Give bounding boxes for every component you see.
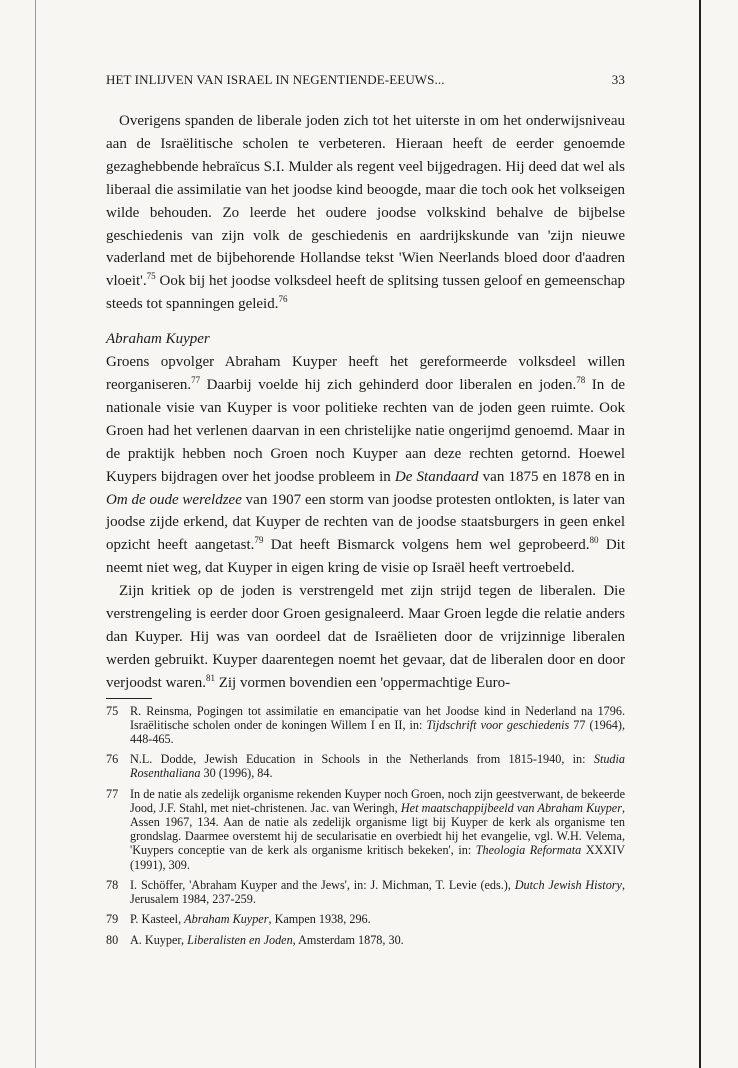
footnote: 76 N.L. Dodde, Jewish Education in Schools in the Netherlands from 1815-1940, in: Studia Rosenthaliana 30 (1996), 84. (106, 752, 625, 781)
paragraph-1: Overigens spanden de liberale joden zich tot het uiterste in om het onderwijsniveau aan de Israëlitische scholen te verbeteren. Hieraan heeft de eerder genoemde gezaghebbende hebraïcus S.I. Mulder als regent veel bijgedragen. Hij deed dat wel als liberaal die assimilatie van het joodse kind beoogde, maar die toch ook het volkseigen wilde behouden. Zo leerde het oudere joodse volkskind behalve de bijbelse geschiedenis van zijn volk de geschiedenis en aardrijkskunde van 'zijn nieuwe vaderland met de bijbehorende Hollandse tekst 'Wien Neerlands bloed door d'aadren vloeit'.$^{75}$ Ook bij het joodse volksdeel heeft de splitsing tussen geloof en gemeenschap steeds tot spanningen geleid.$^{76}$ (106, 113, 625, 313)
footnote-number: 78 (106, 877, 119, 892)
footnote-ref-79[interactable]: 79 (254, 535, 264, 546)
footnote-ref-76[interactable]: 76 (278, 294, 288, 305)
running-header (106, 72, 625, 92)
paragraph-3: Zijn kritiek op de joden is verstrengeld met zijn strijd tegen de liberalen. Die verstrengeling is eerder door Groen gesignaleerd. Maar Groen legde die relatie anders dan Kuyper. Hij was van oordeel dat de Israëlieten door de vrijzinnige liberalen werden gebruikt. Kuyper daarentegen noemt het gevaar, dat de liberalen door en door verjoodst waren.$^{81}$ Zij vormen bovendien een 'oppermachtige Euro- (106, 583, 625, 691)
footnote: 78 I. Schöffer, 'Abraham Kuyper and the Jews', in: J. Michman, T. Levie (eds.), Dutch Jewish History, Jerusalem 1984, 237-259. (106, 877, 625, 907)
page-number: 33 (611, 72, 625, 87)
footnote-ref-75[interactable]: 75 (146, 271, 156, 282)
footnote-ref-80[interactable]: 80 (589, 535, 599, 546)
footnote-number: 80 (106, 932, 119, 947)
footnote-ref-81[interactable]: 81 (205, 672, 215, 683)
page-edge-left (35, 0, 36, 1068)
footnote-ref-77[interactable]: 77 (191, 374, 201, 385)
paragraph-2: Groens opvolger Abraham Kuyper heeft het gereformeerde volksdeel willen reorganiseren.$^{77}$ Daarbij voelde hij zich gehinderd door liberalen en joden.$^{78}$ In de nationale visie van Kuyper is voor politieke rechten van de joden geen ruimte. Ook Groen had het verlenen daarvan in een christelijke natie ongerijmd genoemd. Maar in de praktijk hebben noch Groen noch Kuyper aan deze rechten getornd. Hoewel Kuypers bijdragen over het joodse probleem in De Standaard van 1875 en 1878 en in Om de oude wereldzee van 1907 een storm van joodse protesten ontlokten, is later van joodse zijde erkend, dat Kuyper de rechten van de joodse staatsburgers in geen enkel opzicht heeft aangetast.$^{79}$ Dat heeft Bismarck volgens hem wel geprobeerd.$^{80}$ Dit neemt niet weg, dat Kuyper in eigen kring de visie op Israël heeft vertroebeld. (106, 354, 626, 577)
running-title: HET INLIJVEN VAN ISRAEL IN NEGENTIENDE-EEUWS... (106, 72, 445, 87)
footnote-divider (106, 698, 152, 699)
footnote-number: 75 (106, 703, 119, 718)
body-text (106, 110, 625, 695)
footnote: 77 In de natie als zedelijk organisme rekenden Kuyper noch Groen, noch zijn geestverwant, de bekeerde Jood, J.F. Stahl, met niet-christenen. Jac. van Weringh, Het maatschappijbeeld van Abraham Kuyper, Assen 1967, 134. Aan de natie als zedelijk organisme ligt bij Kuyper de kerk als organisme ten grondslag. Daarmee overstemt hij de secularisatie en overbiedt hij het evangelie, vgl. W.H. Velema, 'Kuypers conceptie van de kerk als organisme kritisch bekeken', in: Theologia Reformata XXXIV (1991), 309. (106, 786, 625, 872)
footnote: 79 P. Kasteel, Abraham Kuyper, Kampen 1938, 296. (106, 912, 371, 927)
italic-title: De Standaard (394, 468, 479, 485)
footnote: 75 R. Reinsma, Pogingen tot assimilatie en emancipatie van het Joodse kind in Nederland na 1796. Israëlitische scholen onder de koningen Willem I en II, in: Tijdschrift voor geschiedenis 77 (1964), 448-465. (106, 703, 625, 747)
footnote-ref-78[interactable]: 78 (576, 374, 586, 385)
book-page (106, 72, 625, 953)
section-heading: Abraham Kuyper (106, 331, 210, 348)
footnote: 80 A. Kuyper, Liberalisten en Joden, Amsterdam 1878, 30. (106, 932, 404, 947)
italic-title: Om de oude wereldzee (106, 491, 242, 508)
footnote-number: 76 (106, 752, 119, 767)
footnote-number: 77 (106, 786, 119, 801)
footnotes (106, 704, 625, 947)
footnote-number: 79 (106, 912, 119, 927)
page-edge-right (699, 0, 701, 1068)
